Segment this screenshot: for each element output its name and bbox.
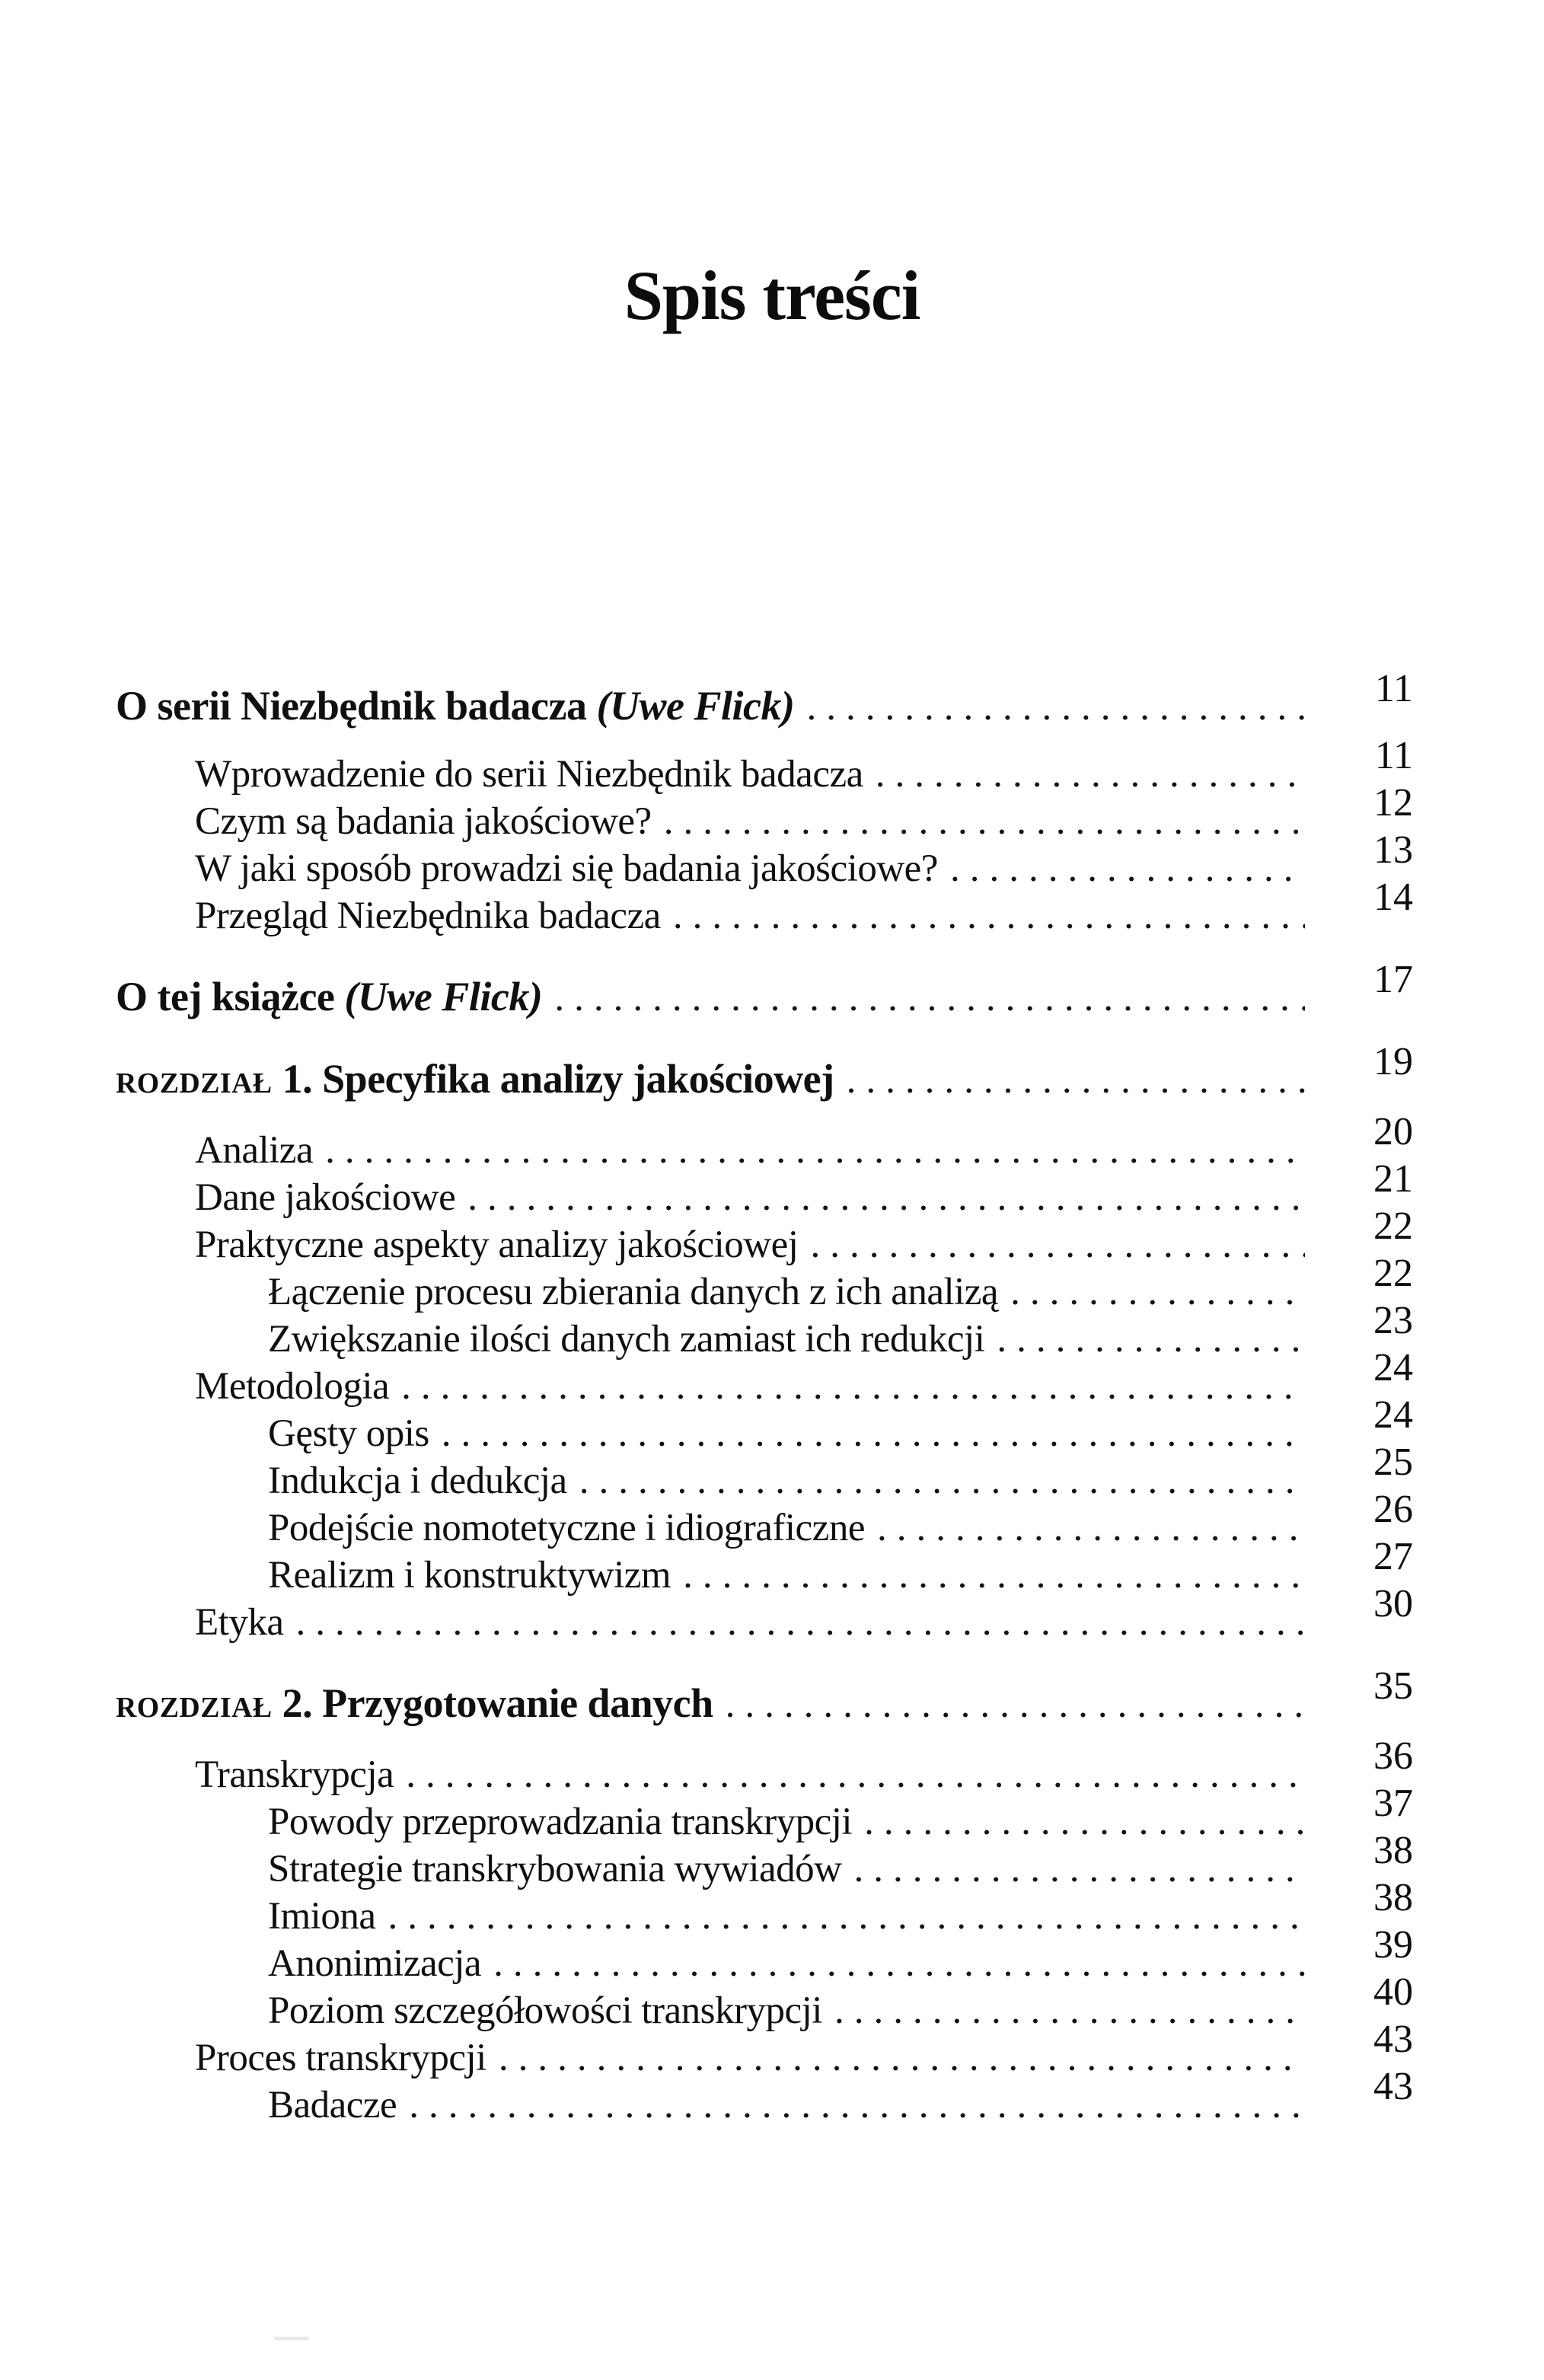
page-title: Spis treści — [624, 257, 920, 334]
toc-entry — [116, 876, 1413, 940]
page-number: 12 — [1373, 781, 1413, 825]
page-number: 40 — [1373, 1970, 1413, 2014]
toc-entry-label: Poziom szczegółowości transkrypcji — [268, 1989, 822, 2032]
dot-leader — [579, 1457, 1305, 1504]
scan-artifact — [274, 2337, 309, 2340]
toc-entry-label: ROZDZIAŁ 2. Przygotowanie danych — [116, 1680, 713, 1726]
toc-entry-label: ROZDZIAŁ 1. Specyfika analizy jakościowej — [116, 1056, 834, 1102]
toc-entry-label: Praktyczne aspekty analizy jakościowej — [195, 1223, 799, 1266]
page-number: 11 — [1374, 734, 1413, 777]
toc-entry-label: Metodologia — [195, 1365, 390, 1408]
page-number: 24 — [1373, 1346, 1413, 1389]
toc-entry — [116, 781, 1413, 845]
toc-heading-entry — [116, 667, 1413, 731]
dot-leader — [467, 1174, 1305, 1221]
toc-entry — [116, 1110, 1413, 1174]
toc-entry-label: Transkrypcja — [195, 1753, 394, 1796]
page-number: 30 — [1373, 1582, 1413, 1625]
toc-entry-label: Realizm i konstruktywizm — [268, 1554, 672, 1597]
toc-entry-label: O tej książce (Uwe Flick) — [116, 974, 543, 1019]
dot-leader — [806, 682, 1305, 731]
toc-entry — [116, 828, 1413, 892]
toc-entry-label: Czym są badania jakościowe? — [195, 800, 652, 843]
toc-entry — [116, 1782, 1413, 1846]
page-number: 14 — [1373, 876, 1413, 919]
toc-entry — [116, 1157, 1413, 1221]
toc-entry — [116, 1535, 1413, 1599]
chapter-prefix: ROZDZIAŁ — [116, 1692, 273, 1724]
chapter-prefix: ROZDZIAŁ — [116, 1067, 273, 1099]
page-number: 27 — [1373, 1535, 1413, 1578]
toc-entry-label: Imiona — [268, 1895, 376, 1938]
toc-entry — [116, 734, 1413, 798]
toc-heading-entry — [116, 958, 1413, 1022]
page-number: 23 — [1373, 1299, 1413, 1342]
toc-entry — [116, 1346, 1413, 1410]
dot-leader — [1010, 1268, 1305, 1316]
toc-entry-label: Indukcja i dedukcja — [268, 1460, 567, 1502]
dot-leader — [664, 798, 1305, 845]
page-number: 13 — [1373, 828, 1413, 872]
toc-entry-label: Przegląd Niezbędnika badacza — [195, 895, 661, 937]
dot-leader — [726, 1680, 1305, 1728]
toc-entry — [116, 1829, 1413, 1893]
dot-leader — [810, 1221, 1305, 1268]
page-number: 20 — [1373, 1110, 1413, 1153]
toc-entry-label: O serii Niezbędnik badacza (Uwe Flick) — [116, 683, 795, 729]
heading-author: (Uwe Flick) — [344, 974, 543, 1019]
dot-leader — [683, 1552, 1305, 1599]
page-number: 38 — [1373, 1829, 1413, 1872]
page-number: 11 — [1374, 667, 1413, 710]
toc-entry — [116, 1393, 1413, 1457]
page-number: 43 — [1373, 2065, 1413, 2108]
table-of-contents — [0, 667, 1544, 2129]
toc-entry-label: Dane jakościowe — [195, 1176, 456, 1219]
toc-entry-label: Badacze — [268, 2084, 397, 2126]
page-number: 24 — [1373, 1393, 1413, 1437]
toc-entry — [116, 1734, 1413, 1798]
toc-chapter-entry — [116, 1664, 1413, 1731]
page-number: 25 — [1373, 1440, 1413, 1484]
toc-entry-label: Etyka — [195, 1601, 284, 1644]
dot-leader — [401, 1363, 1305, 1410]
dot-leader — [673, 892, 1305, 940]
page-number: 19 — [1373, 1040, 1413, 1083]
toc-entry — [116, 1252, 1413, 1316]
toc-chapter-entry — [116, 1040, 1413, 1107]
page-number: 43 — [1373, 2018, 1413, 2061]
dot-leader — [295, 1599, 1305, 1646]
heading-author: (Uwe Flick) — [596, 683, 795, 729]
dot-leader — [997, 1316, 1305, 1363]
toc-entry — [116, 1876, 1413, 1940]
toc-entry — [116, 1299, 1413, 1363]
dot-leader — [554, 973, 1305, 1022]
dot-leader — [409, 2082, 1305, 2129]
toc-entry — [116, 1582, 1413, 1646]
toc-entry — [116, 1204, 1413, 1268]
toc-entry-label: Analiza — [195, 1129, 314, 1172]
toc-entry-label: Strategie transkrybowania wywiadów — [268, 1848, 842, 1890]
page-number: 26 — [1373, 1488, 1413, 1531]
toc-entry-label: Podejście nomotetyczne i idiograficzne — [268, 1507, 865, 1549]
dot-leader — [388, 1893, 1305, 1940]
toc-entry-label: Wprowadzenie do serii Niezbędnik badacza — [195, 753, 863, 796]
page-number: 22 — [1373, 1252, 1413, 1295]
toc-entry — [116, 2018, 1413, 2082]
toc-entry — [116, 1488, 1413, 1552]
toc-entry-label: Gęsty opis — [268, 1412, 429, 1455]
page-number: 21 — [1373, 1157, 1413, 1201]
page-number: 35 — [1373, 1664, 1413, 1708]
toc-entry-label: Zwiększanie ilości danych zamiast ich redukcji — [268, 1318, 985, 1361]
dot-leader — [834, 1987, 1305, 2034]
toc-entry — [116, 1440, 1413, 1504]
dot-leader — [325, 1127, 1305, 1174]
toc-entry — [116, 1923, 1413, 1987]
dot-leader — [442, 1410, 1305, 1457]
dot-leader — [493, 1940, 1305, 1987]
toc-entry-label: Łączenie procesu zbierania danych z ich analizą — [268, 1271, 999, 1313]
toc-entry-label: Powody przeprowadzania transkrypcji — [268, 1801, 853, 1843]
page-number: 22 — [1373, 1204, 1413, 1248]
dot-leader — [864, 1798, 1305, 1846]
toc-entry — [116, 2065, 1413, 2129]
toc-entry-label: W jaki sposób prowadzi się badania jakościowe? — [195, 847, 938, 890]
page-number: 17 — [1373, 958, 1413, 1001]
dot-leader — [406, 1751, 1305, 1798]
dot-leader — [950, 845, 1305, 892]
toc-entry-label: Proces transkrypcji — [195, 2037, 486, 2079]
dot-leader — [876, 751, 1305, 798]
dot-leader — [877, 1504, 1305, 1552]
dot-leader — [847, 1055, 1305, 1104]
page-number: 38 — [1373, 1876, 1413, 1919]
dot-leader — [499, 2034, 1305, 2082]
page-number: 39 — [1373, 1923, 1413, 1967]
page-number: 36 — [1373, 1734, 1413, 1778]
page-number: 37 — [1373, 1782, 1413, 1825]
toc-entry-label: Anonimizacja — [268, 1942, 482, 1985]
dot-leader — [853, 1846, 1305, 1893]
toc-entry — [116, 1970, 1413, 2034]
